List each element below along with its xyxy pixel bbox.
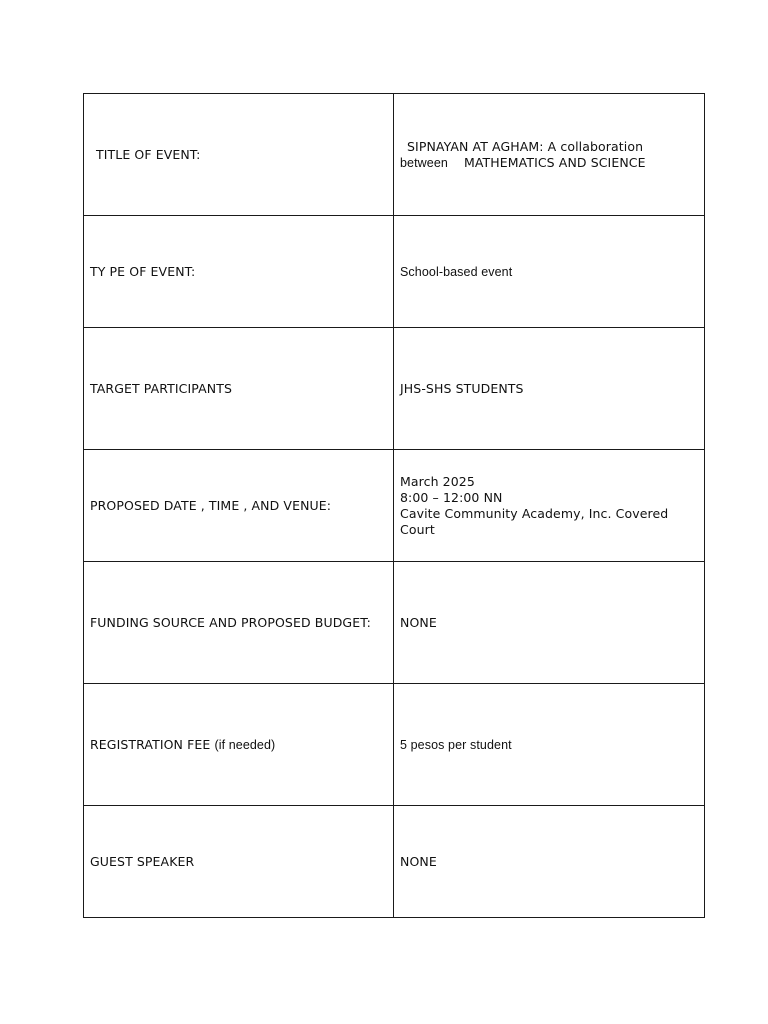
type-of-event-value: School-based event — [400, 264, 513, 279]
registration-fee-note: (if needed) — [214, 737, 276, 752]
guest-speaker-value: NONE — [400, 853, 437, 869]
table-row-registration-fee — [84, 684, 705, 806]
guest-speaker-label-cell — [84, 806, 394, 918]
funding-value-cell — [394, 562, 705, 684]
title-value-between: between — [400, 155, 448, 170]
registration-fee-label: REGISTRATION FEE — [90, 736, 211, 752]
table-row-participants — [84, 328, 705, 450]
title-value-subjects: MATHEMATICS AND SCIENCE — [463, 154, 646, 170]
date-time-venue-value-cell — [394, 450, 705, 562]
type-of-event-value-cell — [394, 216, 705, 328]
title-of-event-value-line1 — [400, 139, 704, 155]
target-participants-label: TARGET PARTICIPANTS — [90, 380, 233, 396]
event-proposal-table — [83, 93, 705, 918]
table-row-date-time-venue — [84, 450, 705, 562]
proposed-venue: Cavite Community Academy, Inc. Covered Court — [400, 505, 669, 537]
table-row-title — [84, 94, 705, 216]
guest-speaker-value-cell — [394, 806, 705, 918]
date-time-venue-label: PROPOSED DATE , TIME , AND VENUE: — [90, 497, 332, 513]
type-of-event-label: TY PE OF EVENT: — [90, 263, 196, 279]
table-row-guest-speaker — [84, 806, 705, 918]
funding-label: FUNDING SOURCE AND PROPOSED BUDGET: — [90, 614, 371, 630]
type-of-event-label-cell — [84, 216, 394, 328]
funding-label-cell — [84, 562, 394, 684]
title-of-event-label-cell — [84, 94, 394, 216]
target-participants-value-cell — [394, 328, 705, 450]
registration-fee-label-cell — [84, 684, 394, 806]
proposed-date: March 2025 — [400, 473, 475, 489]
table-row-funding — [84, 562, 705, 684]
target-participants-label-cell — [84, 328, 394, 450]
title-of-event-label: TITLE OF EVENT: — [96, 146, 201, 162]
title-of-event-value-cell — [394, 94, 705, 216]
funding-value: NONE — [400, 614, 437, 630]
title-value-part1: SIPNAYAN AT AGHAM: A collaboration — [407, 138, 644, 154]
registration-fee-value-cell — [394, 684, 705, 806]
guest-speaker-label: GUEST SPEAKER — [90, 853, 195, 869]
target-participants-value: JHS-SHS STUDENTS — [400, 380, 524, 396]
table-row-type — [84, 216, 705, 328]
registration-fee-value: 5 pesos per student — [400, 737, 512, 752]
title-of-event-value-line2 — [400, 155, 704, 171]
proposed-time: 8:00 – 12:00 NN — [400, 489, 503, 505]
date-time-venue-label-cell — [84, 450, 394, 562]
